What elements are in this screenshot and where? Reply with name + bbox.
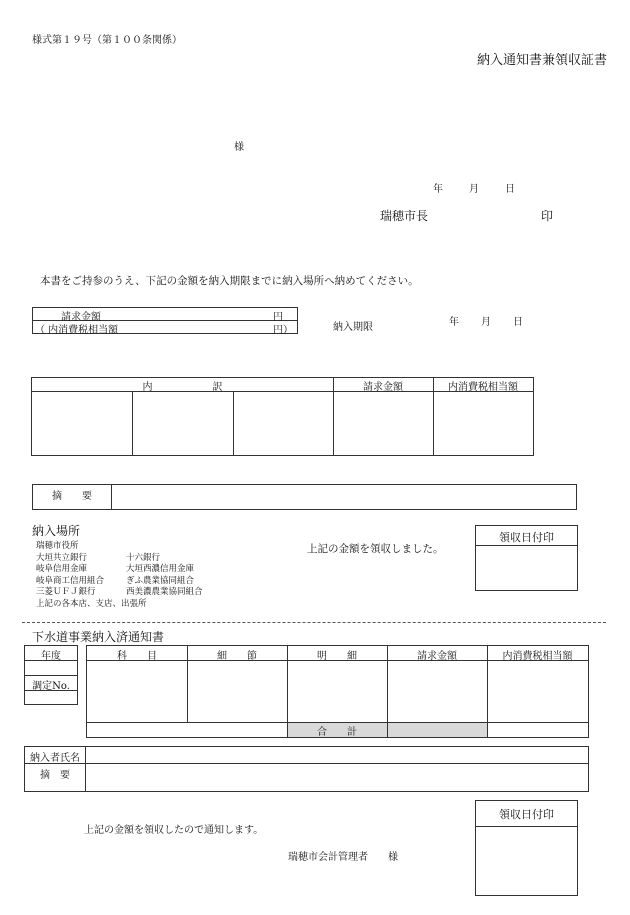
breakdown-header: 内 訳	[142, 382, 223, 393]
summary-label: 摘 要	[52, 491, 92, 502]
billing-yen: 円	[273, 312, 283, 323]
tax-header: 内消費税相当額	[502, 651, 573, 662]
payment-place-title: 納入場所	[32, 524, 81, 538]
tax-header: 内消費税相当額	[448, 382, 518, 393]
payment-place-row: 上記の各本店、支店、出張所	[36, 598, 147, 609]
breakdown-table	[31, 377, 534, 456]
payer-info-box	[24, 746, 589, 792]
sewer-receipt-stamp-box	[475, 800, 578, 896]
sewer-table	[86, 645, 589, 738]
sewer-title: 下水道事業納入済通知書	[32, 630, 165, 644]
tax-amount-label: （ 内消費税相当額	[35, 325, 119, 336]
accountant-name: 瑞穂市会計管理者 様	[288, 852, 398, 863]
billing-header: 請求金額	[363, 382, 403, 393]
recipient-suffix: 様	[234, 142, 244, 153]
payment-place-row: 岐阜信用金庫 大垣西濃信用金庫	[36, 564, 195, 574]
fiscal-year-label: 年度	[41, 651, 61, 662]
summary-row	[32, 484, 577, 510]
due-year-label: 年	[449, 317, 459, 328]
payment-place-row: 大垣共立銀行 十六銀行	[36, 552, 161, 563]
payment-place-row: 三菱ＵＦＪ銀行 西美濃農業協同組合	[36, 587, 203, 597]
payer-name-label: 納入者氏名	[30, 753, 80, 764]
notify-text: 上記の金額を領収したので通知します。	[84, 825, 264, 836]
receipt-stamp-label: 領収日付印	[499, 531, 554, 544]
due-date-label: 納入期限	[333, 322, 373, 333]
total-label: 合 計	[317, 727, 357, 738]
fiscal-year-box	[24, 645, 78, 705]
subitem-header: 細 節	[217, 651, 257, 662]
instruction-text: 本書をご持参のうえ、下記の金額を納入期限までに納入場所へ納めてください。	[40, 275, 419, 287]
payment-place-row: 岐阜商工信用組合 ぎふ農業協同組合	[36, 575, 195, 586]
payment-place-list	[36, 541, 203, 610]
cut-line	[22, 622, 606, 623]
detail-header: 明 細	[317, 651, 357, 662]
billing-amount-label: 請求金額	[61, 312, 101, 323]
seal-mark: 印	[541, 209, 554, 223]
issue-month-label: 月	[469, 184, 479, 195]
received-text: 上記の金額を領収しました。	[307, 543, 444, 555]
form-number: 様式第１９号（第１００条関係）	[32, 35, 182, 46]
due-month-label: 月	[481, 317, 491, 328]
receipt-stamp-box	[475, 525, 578, 591]
issue-day-label: 日	[505, 184, 515, 195]
due-day-label: 日	[513, 317, 523, 328]
issuer-name: 瑞穂市長	[380, 209, 429, 223]
item-header: 科 目	[117, 651, 157, 662]
amount-box	[32, 307, 298, 334]
sewer-summary-label: 摘 要	[40, 770, 70, 781]
tax-yen: 円）	[273, 325, 293, 336]
adjust-no-label: 調定No.	[32, 681, 70, 692]
payment-place-row: 瑞穂市役所	[36, 541, 79, 551]
billing-header: 請求金額	[417, 651, 457, 662]
sewer-receipt-stamp-label: 領収日付印	[499, 808, 554, 821]
issue-year-label: 年	[433, 184, 443, 195]
page-title: 納入通知書兼領収証書	[477, 53, 608, 68]
